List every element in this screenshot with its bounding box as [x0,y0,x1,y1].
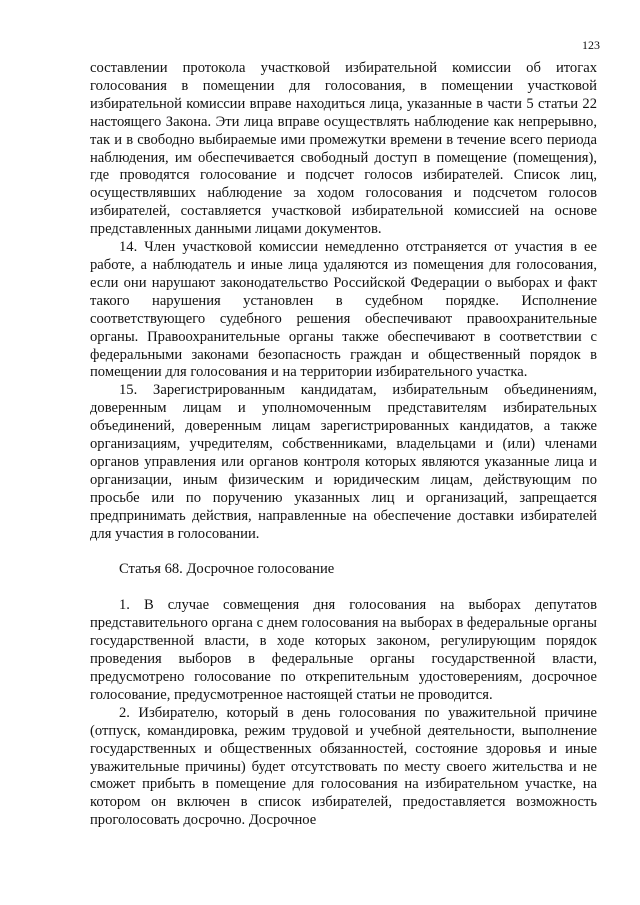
document-body [90,60,597,830]
paragraph-continuation: составлении протокола участковой избирательной комиссии об итогах голосования в помещении для голосования, в помещении участковой избирательной комиссии вправе находиться лица, указанные в части 5 статьи 22 настоящего Закона. Эти лица вправе осуществлять наблюдение как непрерывно, так и в свободно выбираемые ими промежутки времени в течение всего периода наблюдения, им обеспечивается свободный доступ в помещение (помещения), где проводятся голосование и подсчет голосов избирателей. Список лиц, осуществлявших наблюдение за ходом голосования и подсчетом голосов избирателей, составляется участковой избирательной комиссией на основе представленных данными лицами документов. [90,60,597,238]
paragraph-14: 14. Член участковой комиссии немедленно отстраняется от участия в ее работе, а наблюдатель и иные лица удаляются из помещения для голосования, если они нарушают законодательство Российской Федерации о выборах и факт такого нарушения установлен в судебном порядке. Исполнение соответствующего судебного решения обеспечивают правоохранительные органы. Правоохранительные органы также обеспечивают в соответствии с федеральными законами безопасность граждан и общественный порядок в помещении для голосования и на территории избирательного участка. [90,239,597,381]
article-title: Статья 68. Досрочное голосование [119,561,335,578]
article-68-paragraph-2: 2. Избирателю, который в день голосования по уважительной причине (отпуск, командировка, режим трудовой и учебной деятельности, выполнение государственных и общественных обязанностей, состояние здоровья и иные уважительные причины) будет отсутствовать по месту своего жительства и не сможет прибыть в помещение для голосования на избирательном участке, на котором он включен в список избирателей, предоставляется возможность проголосовать досрочно. Досрочное [90,704,597,829]
page-number: 123 [582,38,600,52]
paragraph-15: 15. Зарегистрированным кандидатам, избирательным объединениям, доверенным лицам и уполномоченным представителям избирательных объединений, доверенным лицам зарегистрированных кандидатов, а также организациям, учредителям, собственниками, владельцами и (или) членами органов управления или органов контроля которых являются указанные лица и организации, иным физическим и юридическим лицам, действующим по просьбе или по поручению указанных лиц и организаций, запрещается предпринимать действия, направленные на обеспечение доставки избирателей для участия в голосовании. [90,382,597,542]
article-68-paragraph-1: 1. В случае совмещения дня голосования на выборах депутатов представительного органа с днем голосования на выборах в федеральные органы государственной власти, в ходе которых законом, регулирующим порядок проведения выборов в федеральные органы государственной власти, предусмотрено голосование по открепительным удостоверениям, досрочное голосование, предусмотренное настоящей статьи не проводится. [90,597,597,703]
